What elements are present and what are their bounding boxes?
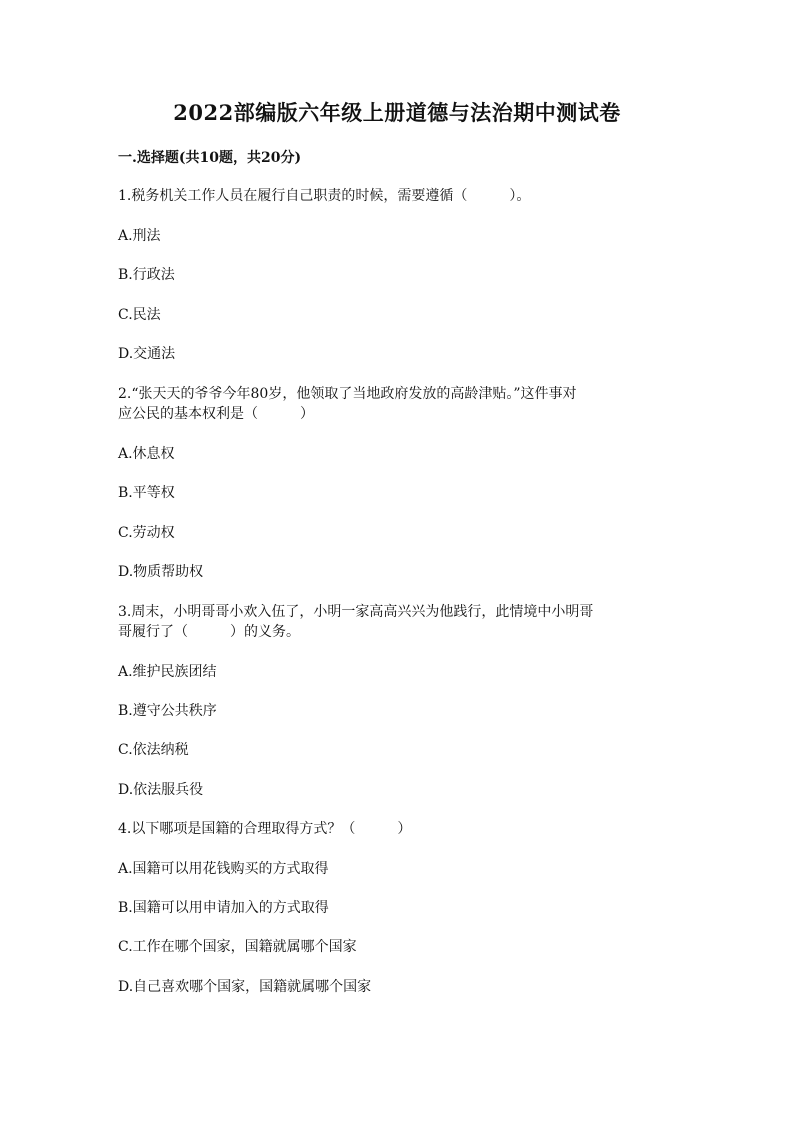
- question-1-option-d: D.交通法: [118, 346, 176, 362]
- question-2-option-b: B.平等权: [118, 485, 175, 501]
- question-4-option-a: A.国籍可以用花钱购买的方式取得: [118, 861, 329, 877]
- question-2-text-line-1: 2.“张天天的爷爷今年80岁，他领取了当地政府发放的高龄津贴。”这件事对: [118, 386, 577, 402]
- question-3-option-a: A.维护民族团结: [118, 664, 217, 680]
- question-2-option-d: D.物质帮助权: [118, 564, 204, 580]
- question-3-option-d: D.依法服兵役: [118, 782, 204, 798]
- question-2-text-line-2: 应公民的基本权利是（ ）: [118, 406, 314, 422]
- question-1-text: 1.税务机关工作人员在履行自己职责的时候，需要遵循（ ）。: [118, 188, 531, 204]
- section-heading: 一.选择题(共10题，共20分): [118, 150, 302, 166]
- question-4-text: 4.以下哪项是国籍的合理取得方式？（ ）: [118, 821, 412, 837]
- question-2-option-a: A.休息权: [118, 446, 175, 462]
- page-title: 2022部编版六年级上册道德与法治期中测试卷: [173, 100, 621, 125]
- question-1-option-c: C.民法: [118, 307, 161, 323]
- question-2-option-c: C.劳动权: [118, 525, 175, 541]
- question-3-option-c: C.依法纳税: [118, 742, 189, 758]
- question-4-option-d: D.自己喜欢哪个国家，国籍就属哪个国家: [118, 979, 372, 995]
- question-3-text-line-2: 哥履行了（ ）的义务。: [118, 624, 300, 640]
- question-1-option-b: B.行政法: [118, 267, 175, 283]
- question-4-option-c: C.工作在哪个国家，国籍就属哪个国家: [118, 939, 357, 955]
- question-4-option-b: B.国籍可以用申请加入的方式取得: [118, 900, 329, 916]
- question-3-option-b: B.遵守公共秩序: [118, 703, 217, 719]
- question-3-text-line-1: 3.周末，小明哥哥小欢入伍了，小明一家高高兴兴为他践行，此情境中小明哥: [118, 604, 594, 620]
- question-1-option-a: A.刑法: [118, 228, 161, 244]
